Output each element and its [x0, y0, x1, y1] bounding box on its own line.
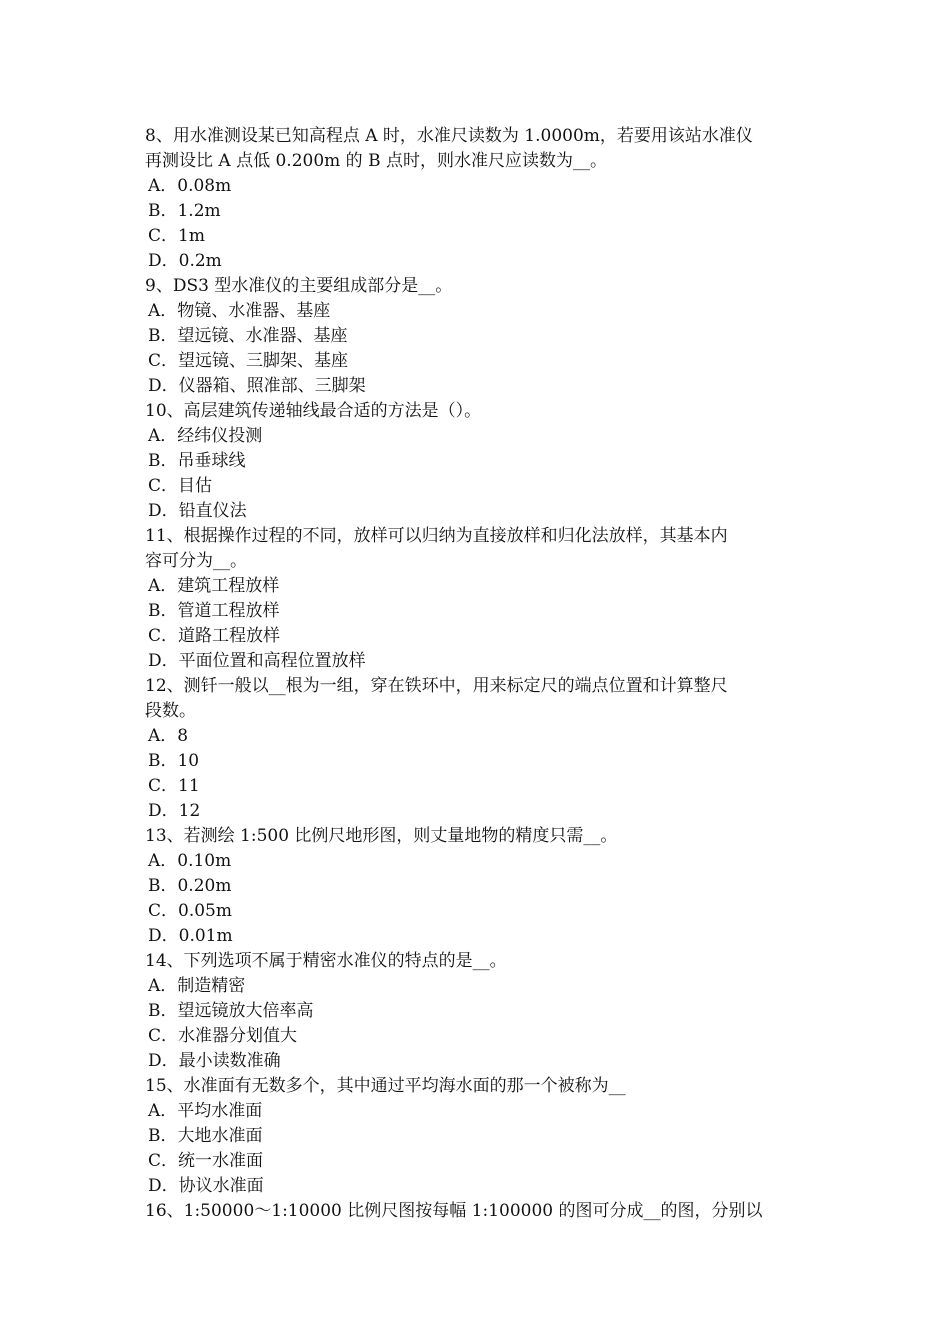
question-text: 再测设比 A 点低 0.200m 的 B 点时，则水准尺应读数为__。 — [145, 151, 607, 171]
question-text: 12、测钎一般以__根为一组，穿在铁环中，用来标定尺的端点位置和计算整尺 — [145, 676, 728, 696]
question-text: 10、高层建筑传递轴线最合适的方法是（）。 — [145, 401, 482, 421]
answer-option: B．管道工程放样 — [148, 601, 280, 621]
question-block — [145, 399, 813, 524]
answer-option: D．仪器箱、照准部、三脚架 — [148, 376, 366, 396]
answer-option: D．0.2m — [148, 251, 222, 271]
answer-option: D．最小读数准确 — [148, 1051, 281, 1071]
answer-option: A．制造精密 — [148, 976, 246, 996]
answer-option: C．望远镜、三脚架、基座 — [148, 351, 349, 371]
answer-option: C．11 — [148, 776, 200, 796]
question-text: 8、用水准测设某已知高程点 A 时，水准尺读数为 1.0000m，若要用该站水准仪 — [145, 126, 753, 146]
question-block — [145, 274, 813, 399]
document-page — [145, 124, 813, 1224]
answer-option: B．望远镜、水准器、基座 — [148, 326, 348, 346]
answer-option: A．经纬仪投测 — [148, 426, 263, 446]
answer-option: A．0.08m — [148, 176, 232, 196]
answer-option: B．吊垂球线 — [148, 451, 246, 471]
answer-option: B．大地水准面 — [148, 1126, 263, 1146]
answer-option: C．水准器分划值大 — [148, 1026, 298, 1046]
question-block — [145, 949, 813, 1074]
question-text: 14、下列选项不属于精密水准仪的特点的是__。 — [145, 951, 507, 971]
answer-option: C．1m — [148, 226, 205, 246]
answer-option: A．0.10m — [148, 851, 232, 871]
answer-option: B．望远镜放大倍率高 — [148, 1001, 314, 1021]
answer-option: B．10 — [148, 751, 200, 771]
answer-option: D．协议水准面 — [148, 1176, 264, 1196]
question-text: 15、水准面有无数多个，其中通过平均海水面的那一个被称为__ — [145, 1076, 626, 1096]
answer-option: D．0.01m — [148, 926, 233, 946]
answer-option: D．12 — [148, 801, 201, 821]
question-block — [145, 524, 813, 674]
answer-option: A．建筑工程放样 — [148, 576, 280, 596]
answer-option: A．物镜、水准器、基座 — [148, 301, 331, 321]
answer-option: C．道路工程放样 — [148, 626, 281, 646]
answer-option: C．统一水准面 — [148, 1151, 264, 1171]
question-text: 11、根据操作过程的不同，放样可以归纳为直接放样和归化法放样，其基本内 — [145, 526, 728, 546]
question-block — [145, 1199, 813, 1224]
question-block — [145, 824, 813, 949]
question-text: 16、1:50000～1:10000 比例尺图按每幅 1:100000 的图可分成__的图，分别以 — [145, 1201, 763, 1221]
answer-option: A．8 — [148, 726, 189, 746]
answer-option: D．铅直仪法 — [148, 501, 247, 521]
answer-option: C．目估 — [148, 476, 213, 496]
question-text: 13、若测绘 1:500 比例尺地形图，则丈量地物的精度只需__。 — [145, 826, 618, 846]
answer-option: A．平均水准面 — [148, 1101, 263, 1121]
question-block — [145, 674, 813, 824]
question-text: 容可分为__。 — [145, 551, 247, 571]
answer-option: D．平面位置和高程位置放样 — [148, 651, 366, 671]
question-text: 9、DS3 型水准仪的主要组成部分是__。 — [145, 276, 453, 296]
question-text: 段数。 — [145, 701, 196, 721]
answer-option: C．0.05m — [148, 901, 232, 921]
answer-option: B．1.2m — [148, 201, 221, 221]
answer-option: B．0.20m — [148, 876, 232, 896]
question-block — [145, 1074, 813, 1199]
question-block — [145, 124, 813, 274]
